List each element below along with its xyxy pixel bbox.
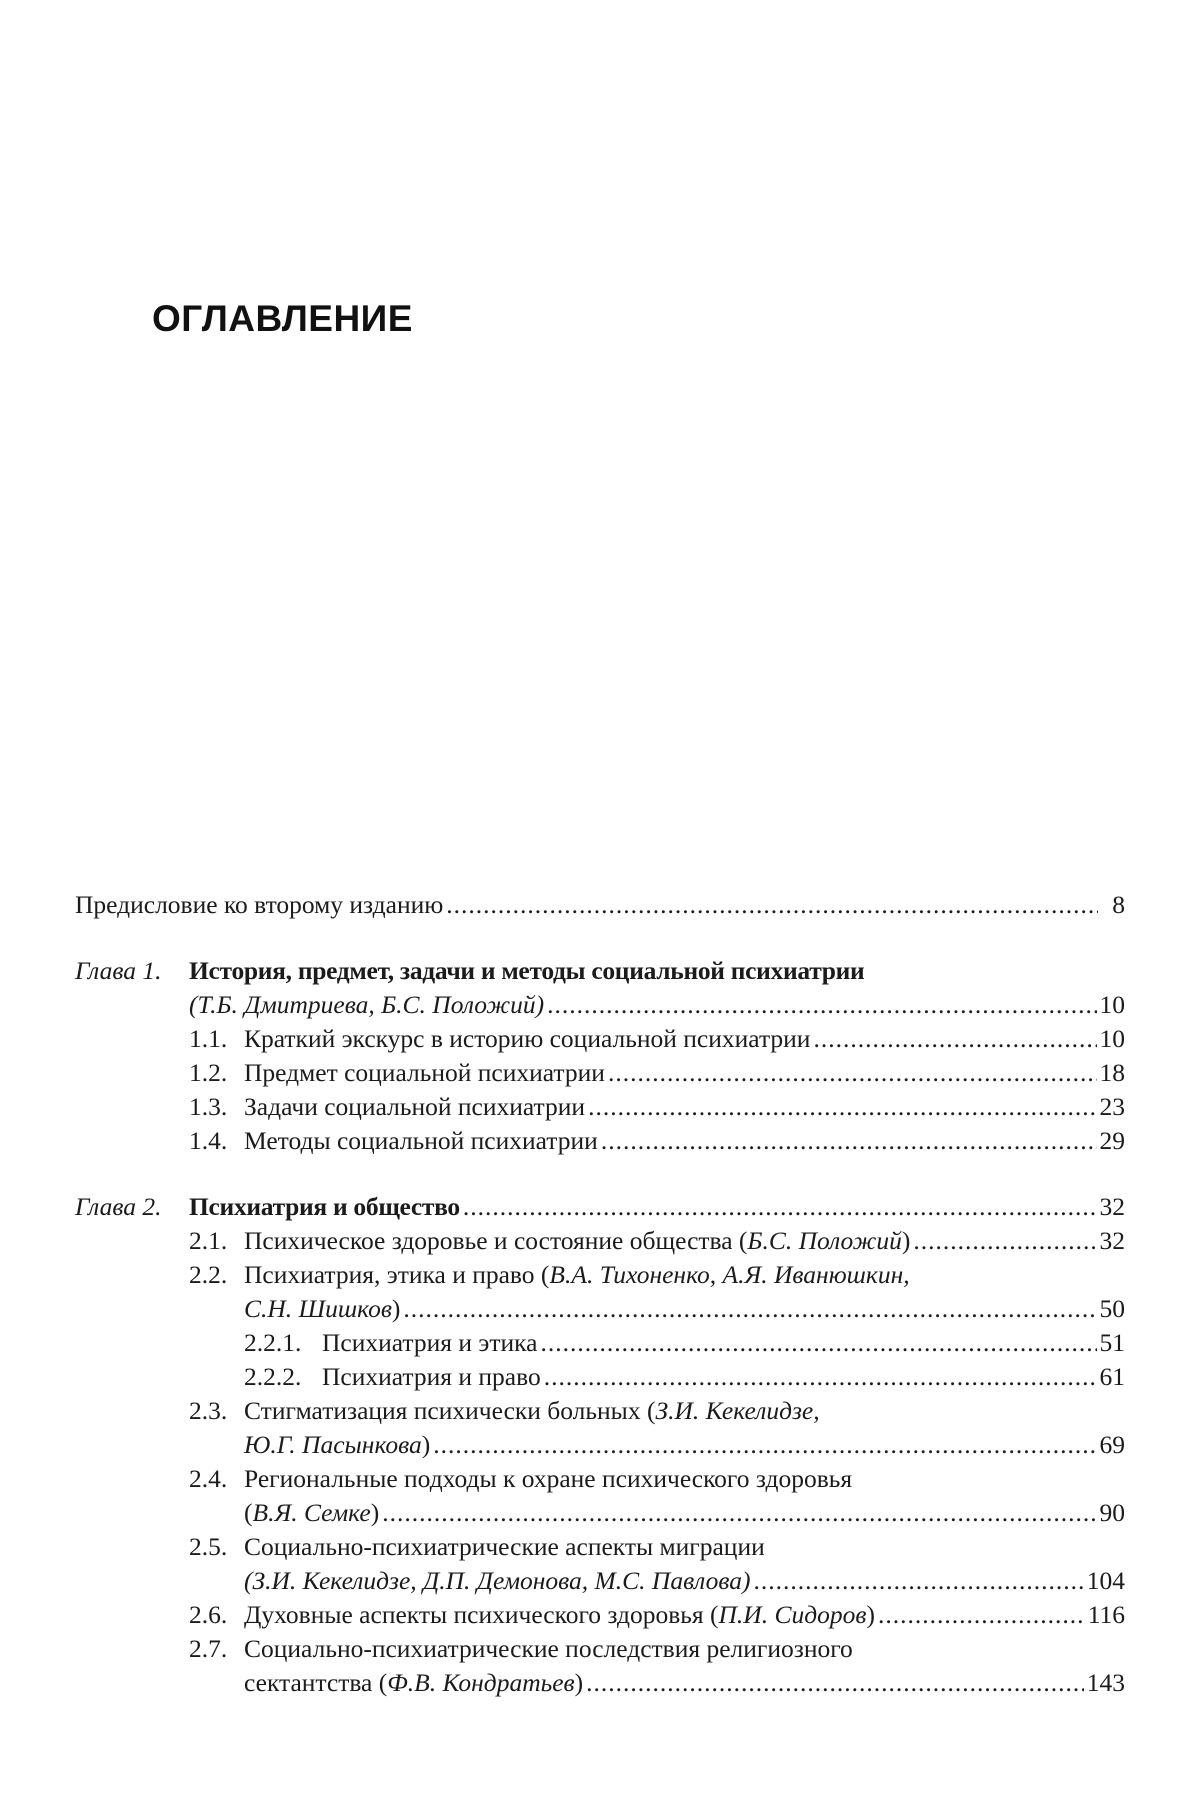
section-number: 1.1. — [189, 1024, 228, 1053]
section-title: Психиатрия и этика — [322, 1328, 538, 1357]
chapter-title: Психиатрия и общество — [189, 1192, 460, 1221]
dot-leader — [382, 1496, 1096, 1530]
section-paren: ) — [901, 1226, 911, 1255]
section-paren: ) — [866, 1600, 875, 1629]
section-paren: ( — [244, 1498, 253, 1527]
section-number: 2.4. — [189, 1464, 228, 1493]
page-number: 10 — [1099, 990, 1125, 1019]
section-number: 2.6. — [189, 1600, 228, 1629]
dot-leader — [878, 1598, 1085, 1632]
section-number: 2.5. — [189, 1532, 228, 1561]
toc-section-2-7[interactable] — [75, 1632, 1125, 1666]
section-title: Региональные подходы к охране психического здоровья — [244, 1464, 853, 1493]
section-authors: С.Н. Шишков — [244, 1294, 392, 1323]
entry-title: Предисловие ко второму изданию — [75, 890, 444, 919]
page-number: 50 — [1099, 1294, 1125, 1323]
section-title: Психиатрия, этика и право ( — [244, 1260, 550, 1289]
toc-section-2-4[interactable] — [75, 1462, 1125, 1496]
dot-leader — [540, 1326, 1096, 1360]
section-number: 2.2. — [189, 1260, 228, 1289]
toc-entry-preface[interactable] — [75, 888, 1125, 922]
dot-leader — [753, 1564, 1083, 1598]
section-title: Краткий экскурс в историю социальной психиатрии — [244, 1024, 811, 1053]
section-number: 2.2.2. — [244, 1362, 302, 1391]
toc-section-1-4[interactable] — [75, 1124, 1125, 1158]
section-title: сектантства ( — [244, 1668, 388, 1697]
toc-section-2-2-cont[interactable] — [75, 1292, 1125, 1326]
dot-leader — [813, 1022, 1096, 1056]
dot-leader — [588, 1090, 1096, 1124]
section-authors: П.И. Сидоров — [718, 1600, 867, 1629]
section-paren: ) — [370, 1498, 380, 1527]
page-number: 23 — [1099, 1092, 1125, 1121]
toc-section-2-5[interactable] — [75, 1530, 1125, 1564]
toc-section-2-5-cont[interactable] — [75, 1564, 1125, 1598]
section-authors: З.И. Кекелидзе, — [655, 1396, 820, 1425]
section-title: Психиатрия и право — [322, 1362, 541, 1391]
page-number: 32 — [1099, 1226, 1125, 1255]
dot-leader — [463, 1190, 1097, 1224]
page-number: 32 — [1099, 1192, 1125, 1221]
section-authors: Ю.Г. Пасынкова — [244, 1430, 422, 1459]
dot-leader — [586, 1666, 1084, 1700]
section-title: Методы социальной психиатрии — [244, 1126, 598, 1155]
dot-leader — [913, 1224, 1096, 1258]
page-number: 104 — [1086, 1566, 1125, 1595]
section-paren: ) — [421, 1430, 431, 1459]
section-title: Задачи социальной психиатрии — [244, 1092, 586, 1121]
page-number: 8 — [1112, 890, 1125, 919]
section-title: Духовные аспекты психического здоровья ( — [244, 1600, 719, 1629]
toc-section-2-4-cont[interactable] — [75, 1496, 1125, 1530]
section-authors: Ф.В. Кондратьев — [387, 1668, 575, 1697]
section-number: 2.7. — [189, 1634, 228, 1663]
section-number: 1.4. — [189, 1126, 228, 1155]
dot-leader — [547, 988, 1096, 1022]
chapter-title: История, предмет, задачи и методы социальной психиатрии — [189, 956, 865, 985]
section-number: 1.2. — [189, 1058, 228, 1087]
toc-subsection-2-2-1[interactable] — [75, 1326, 1125, 1360]
toc-section-2-3[interactable] — [75, 1394, 1125, 1428]
page-number: 116 — [1087, 1600, 1125, 1629]
toc-section-1-3[interactable] — [75, 1090, 1125, 1124]
page-number: 10 — [1099, 1024, 1125, 1053]
section-authors: (З.И. Кекелидзе, Д.П. Демонова, М.С. Павлова) — [244, 1566, 751, 1595]
page-number: 18 — [1099, 1058, 1125, 1087]
dot-leader — [608, 1056, 1097, 1090]
section-number: 2.1. — [189, 1226, 228, 1255]
page-number: 29 — [1099, 1126, 1125, 1155]
toc-section-2-2[interactable] — [75, 1258, 1125, 1292]
toc-section-2-1[interactable] — [75, 1224, 1125, 1258]
section-title: Социально-психиатрические аспекты миграции — [244, 1532, 765, 1561]
dot-leader — [601, 1124, 1097, 1158]
page-title: ОГЛАВЛЕНИЕ — [152, 298, 413, 339]
section-paren: ) — [391, 1294, 401, 1323]
section-title: Психическое здоровье и состояние общества ( — [244, 1226, 748, 1255]
page-number: 69 — [1099, 1430, 1125, 1459]
dot-leader — [403, 1292, 1096, 1326]
chapter-label: Глава 1. — [75, 956, 162, 985]
chapter-authors: (Т.Б. Дмитриева, Б.С. Положий) — [189, 990, 545, 1019]
toc-chapter-1-authors[interactable] — [75, 988, 1125, 1022]
toc-section-2-7-cont[interactable] — [75, 1666, 1125, 1700]
section-authors: В.А. Тихоненко, А.Я. Иванюшкин, — [549, 1260, 910, 1289]
toc-section-1-1[interactable] — [75, 1022, 1125, 1056]
section-number: 2.3. — [189, 1396, 228, 1425]
dot-leader — [433, 1428, 1096, 1462]
toc-section-2-6[interactable] — [75, 1598, 1125, 1632]
section-authors: В.Я. Семке — [252, 1498, 371, 1527]
page-number: 90 — [1099, 1498, 1125, 1527]
chapter-label: Глава 2. — [75, 1192, 162, 1221]
toc-chapter-1[interactable] — [75, 954, 1125, 988]
toc-section-1-2[interactable] — [75, 1056, 1125, 1090]
dot-leader — [544, 1360, 1097, 1394]
section-title: Стигматизация психически больных ( — [244, 1396, 656, 1425]
table-of-contents — [75, 888, 1125, 1700]
page-number: 51 — [1099, 1328, 1125, 1357]
section-number: 1.3. — [189, 1092, 228, 1121]
page-number: 143 — [1086, 1668, 1125, 1697]
section-title: Предмет социальной психиатрии — [244, 1058, 605, 1087]
toc-section-2-3-cont[interactable] — [75, 1428, 1125, 1462]
section-authors: Б.С. Положий — [747, 1226, 902, 1255]
dot-leader — [446, 888, 1098, 922]
toc-chapter-2[interactable] — [75, 1190, 1125, 1224]
toc-subsection-2-2-2[interactable] — [75, 1360, 1125, 1394]
page-number: 61 — [1099, 1362, 1125, 1391]
section-title: Социально-психиатрические последствия религиозного — [244, 1634, 853, 1663]
section-number: 2.2.1. — [244, 1328, 302, 1357]
section-paren: ) — [574, 1668, 584, 1697]
